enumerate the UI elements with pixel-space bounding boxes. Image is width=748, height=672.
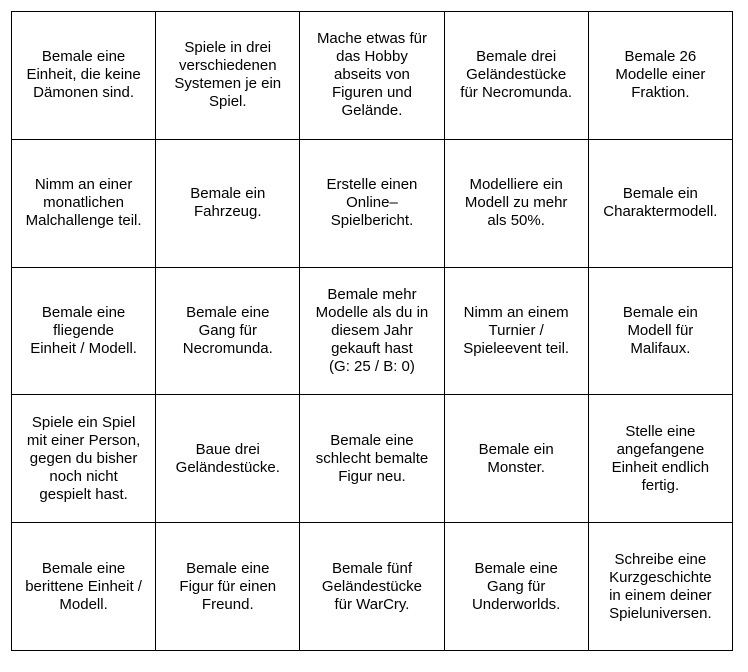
bingo-cell[interactable]: Mache etwas für das Hobby abseits von Figuren und Gelände. [300, 12, 444, 140]
bingo-cell[interactable]: Bemale 26 Modelle einer Fraktion. [588, 12, 732, 140]
bingo-cell[interactable]: Bemale drei Geländestücke für Necromunda. [444, 12, 588, 140]
bingo-cell[interactable]: Bemale ein Charaktermodell. [588, 139, 732, 267]
bingo-cell[interactable]: Bemale eine schlecht bemalte Figur neu. [300, 395, 444, 523]
bingo-cell[interactable]: Nimm an einem Turnier / Spieleevent teil. [444, 267, 588, 395]
bingo-cell[interactable]: Bemale mehr Modelle als du in diesem Jahr gekauft hast (G: 25 / B: 0) [300, 267, 444, 395]
bingo-cell[interactable]: Spiele in drei verschiedenen Systemen je ein Spiel. [156, 12, 300, 140]
bingo-row-5 [12, 523, 733, 651]
bingo-card [11, 11, 733, 651]
bingo-cell[interactable]: Bemale eine Gang für Necromunda. [156, 267, 300, 395]
bingo-cell[interactable]: Bemale ein Fahrzeug. [156, 139, 300, 267]
bingo-cell[interactable]: Bemale ein Monster. [444, 395, 588, 523]
bingo-cell[interactable]: Bemale fünf Geländestücke für WarCry. [300, 523, 444, 651]
bingo-cell[interactable]: Erstelle einen Online– Spielbericht. [300, 139, 444, 267]
bingo-cell[interactable]: Modelliere ein Modell zu mehr als 50%. [444, 139, 588, 267]
bingo-cell[interactable]: Baue drei Geländestücke. [156, 395, 300, 523]
bingo-cell[interactable]: Bemale eine Einheit, die keine Dämonen sind. [12, 12, 156, 140]
bingo-cell[interactable]: Stelle eine angefangene Einheit endlich fertig. [588, 395, 732, 523]
bingo-cell[interactable]: Bemale ein Modell für Malifaux. [588, 267, 732, 395]
bingo-cell[interactable]: Bemale eine Figur für einen Freund. [156, 523, 300, 651]
bingo-row-3 [12, 267, 733, 395]
bingo-cell[interactable]: Bemale eine berittene Einheit / Modell. [12, 523, 156, 651]
bingo-row-1 [12, 12, 733, 140]
bingo-cell[interactable]: Nimm an einer monatlichen Malchallenge teil. [12, 139, 156, 267]
bingo-cell[interactable]: Bemale eine Gang für Underworlds. [444, 523, 588, 651]
bingo-row-4 [12, 395, 733, 523]
bingo-row-2 [12, 139, 733, 267]
bingo-cell[interactable]: Schreibe eine Kurzgeschichte in einem deiner Spieluniversen. [588, 523, 732, 651]
bingo-cell[interactable]: Spiele ein Spiel mit einer Person, gegen du bisher noch nicht gespielt hast. [12, 395, 156, 523]
bingo-cell[interactable]: Bemale eine fliegende Einheit / Modell. [12, 267, 156, 395]
